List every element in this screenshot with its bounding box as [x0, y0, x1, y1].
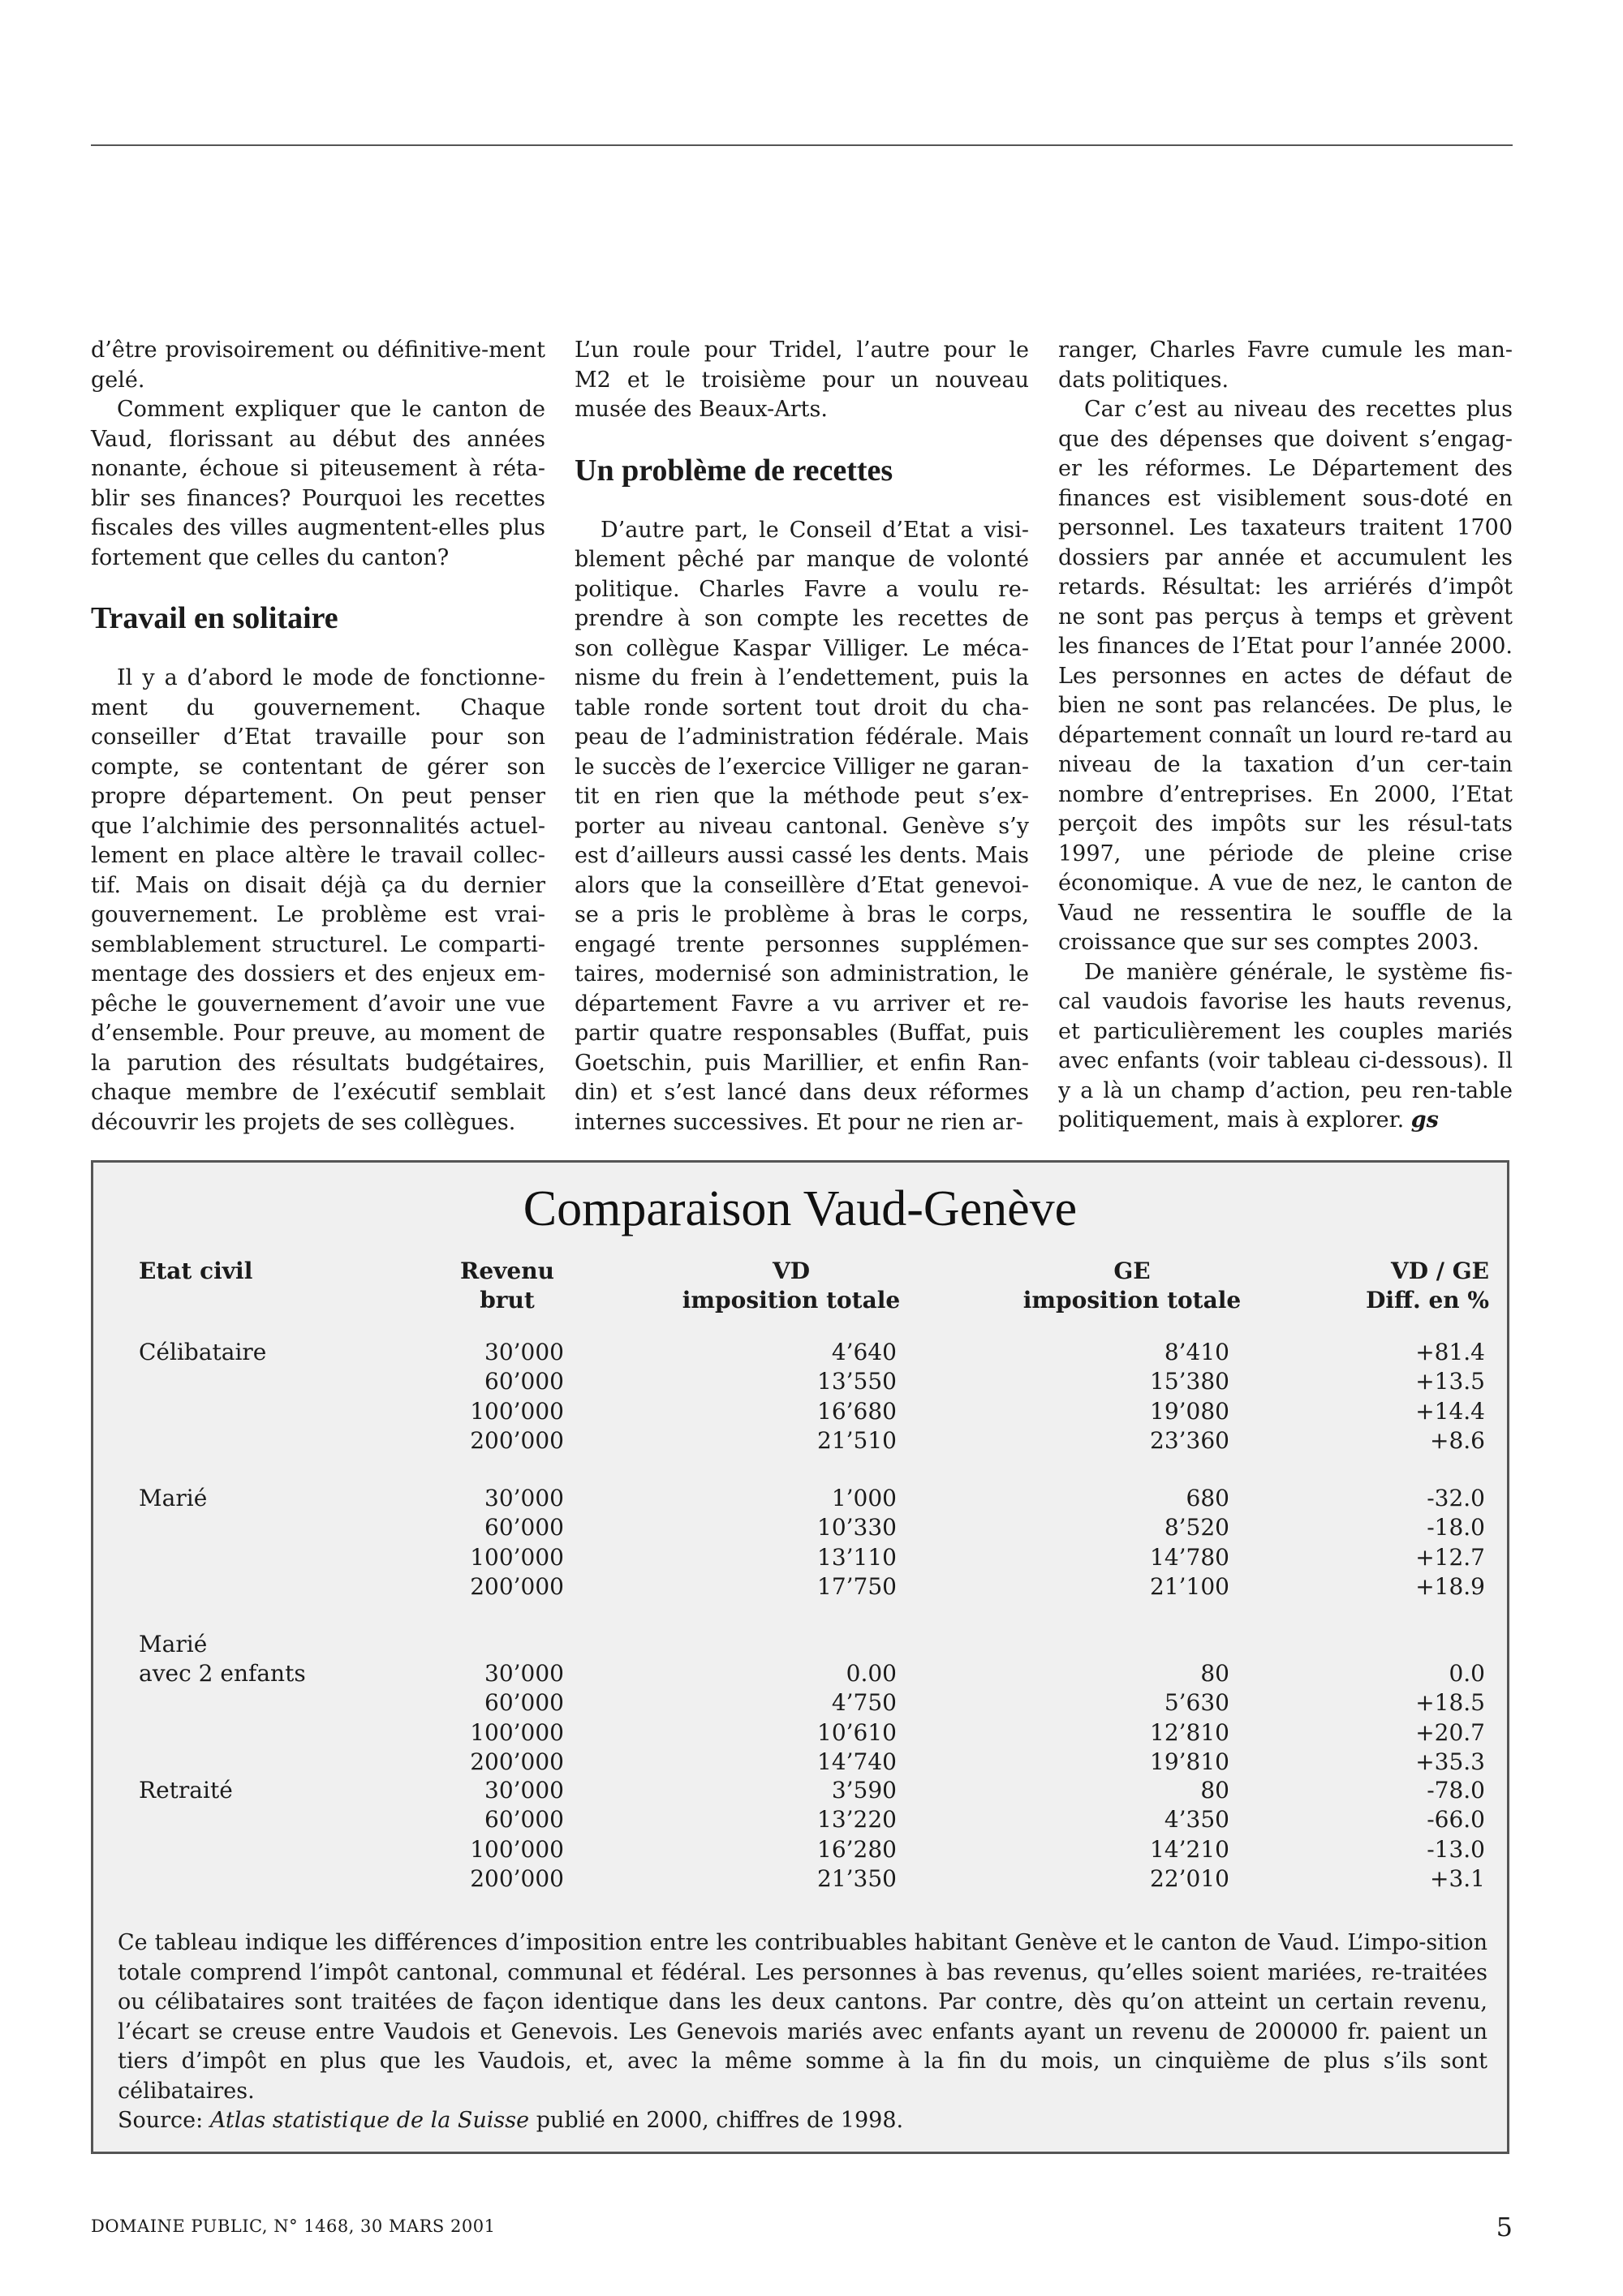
header-revenu [426, 1257, 588, 1315]
paragraph: ranger, Charles Favre cumule les man-dats politiques. [1058, 338, 1513, 393]
column-2 [575, 336, 1029, 1141]
cell-ge: 15’380 [1150, 1368, 1229, 1395]
paragraph: D’autre part, le Conseil d’Etat a visi-blement pêché par manque de volonté politique. Charles Favre a voulu re-prendre à son compte les recettes de son collègue Kaspar Villiger. Le méca-nisme du frein à l’endettement, puis la table ronde sortent tout droit du cha-peau de l’administration fédérale. Mais le succès de l’exercice Villiger ne garan-tit en rien que la méthode peut s’ex-porter au niveau cantonal. Genève s’y est d’ailleurs aussi cassé les dents. Mais alors que la conseillère d’Etat genevoi-se a pris le problème à bras le corps, engagé trente personnes supplémen-taires, modernisé son administration, le département Favre a vu arriver et re-partir quatre responsables (Buffat, puis Goetschin, puis Marillier, et enfin Ran-din) et s’est lancé dans deux réformes internes successives. Et pour ne rien ar- [575, 517, 1029, 1135]
cell-vd: 0.00 [846, 1660, 897, 1687]
paragraph-text: De manière générale, le système fis-cal vaudois favorise les hauts revenus, et particulièrement les couples mariés avec enfants (voir tableau ci-dessous). Il y a là un champ d’action, peu ren-table politiquement, mais à explorer. [1058, 959, 1513, 1133]
row-group-label: Marié [139, 1631, 208, 1658]
cell-vd: 13’220 [817, 1806, 897, 1834]
header-diff-line1: VD / GE [1391, 1258, 1489, 1284]
header-ge [978, 1257, 1286, 1315]
cell-vd: 21’350 [817, 1864, 897, 1892]
cell-revenu: 60’000 [484, 1806, 564, 1834]
cell-vd: 10’610 [817, 1718, 897, 1746]
cell-ge: 14’210 [1150, 1835, 1229, 1863]
cell-vd: 13’550 [817, 1368, 897, 1395]
cell-diff: +8.6 [1430, 1426, 1485, 1454]
cell-diff: +12.7 [1415, 1543, 1485, 1571]
cell-diff: +18.9 [1415, 1572, 1485, 1600]
cell-vd: 4’750 [831, 1689, 897, 1717]
cell-ge: 22’010 [1150, 1864, 1229, 1892]
cell-vd: 1’000 [831, 1485, 897, 1511]
row-group-label: Marié [139, 1485, 208, 1511]
cell-diff: -32.0 [1427, 1485, 1485, 1511]
cell-diff: -13.0 [1427, 1835, 1485, 1863]
cell-ge: 12’810 [1150, 1718, 1229, 1746]
cell-vd: 4’640 [831, 1339, 897, 1365]
cell-diff: +81.4 [1415, 1339, 1485, 1365]
cell-vd: 16’680 [817, 1397, 897, 1425]
cell-ge: 19’080 [1150, 1397, 1229, 1425]
cell-revenu: 100’000 [470, 1543, 564, 1571]
cell-ge: 80 [1200, 1777, 1229, 1804]
cell-vd: 13’110 [817, 1543, 897, 1571]
header-ge-line2: imposition totale [1022, 1287, 1242, 1314]
row-group-label-line2: avec 2 enfants [139, 1660, 306, 1687]
cell-vd: 21’510 [817, 1426, 897, 1454]
column-1 [91, 336, 545, 1141]
cell-diff: +35.3 [1415, 1748, 1485, 1775]
cell-ge: 80 [1200, 1660, 1229, 1687]
cell-revenu: 30’000 [484, 1777, 564, 1804]
source-prefix: Source: [118, 2108, 210, 2133]
cell-diff: +20.7 [1415, 1718, 1485, 1746]
source-suffix: publié en 2000, chiffres de 1998. [529, 2108, 904, 2133]
header-revenu-line2: brut [480, 1287, 535, 1314]
paragraph: Il y a d’abord le mode de fonctionne-ment du gouvernement. Chaque conseiller d’Etat travaille pour son compte, se contentant de gérer son propre département. On peut penser que l’alchimie des personnalités actuel-lement en place altère le travail collec-tif. Mais on disait déjà ça du dernier gouvernement. Le problème est vrai-semblablement structurel. Le comparti-mentage des dossiers et des enjeux em-pêche le gouvernement d’avoir une vue d’ensemble. Pour preuve, au moment de la parution des résultats budgétaires, chaque membre de l’exécutif semblait découvrir les projets de ses collègues. [91, 665, 545, 1135]
cell-diff: +3.1 [1430, 1864, 1485, 1892]
paragraph [1058, 958, 1513, 1136]
section-heading: Un problème de recettes [575, 453, 893, 488]
cell-diff: +13.5 [1415, 1368, 1485, 1395]
cell-vd: 17’750 [817, 1572, 897, 1600]
paragraph: Comment expliquer que le canton de Vaud, florissant au début des années nonante, échoue si piteusement à réta-blir ses finances? Pourquoi les recettes fiscales des villes augmentent-elles plus fortement que celles du canton? [91, 397, 545, 570]
header-vd [637, 1257, 945, 1315]
caption-source [118, 2106, 1487, 2136]
cell-diff: +18.5 [1415, 1689, 1485, 1717]
cell-ge: 4’350 [1164, 1806, 1229, 1834]
cell-diff: -18.0 [1427, 1514, 1485, 1541]
column-3 [1058, 336, 1513, 1141]
cell-vd: 16’280 [817, 1835, 897, 1863]
header-diff-line2: Diff. en % [1366, 1287, 1489, 1314]
cell-revenu: 200’000 [470, 1572, 564, 1600]
cell-revenu: 60’000 [484, 1514, 564, 1541]
cell-vd: 10’330 [817, 1514, 897, 1541]
cell-ge: 21’100 [1150, 1572, 1229, 1600]
cell-vd: 3’590 [831, 1777, 897, 1804]
cell-revenu: 30’000 [484, 1660, 564, 1687]
cell-ge: 14’780 [1150, 1543, 1229, 1571]
header-etat-civil: Etat civil [139, 1258, 253, 1284]
cell-ge: 19’810 [1150, 1748, 1229, 1775]
header-revenu-line1: Revenu [460, 1258, 554, 1284]
caption-text: Ce tableau indique les différences d’imposition entre les contribuables habitant Genève et le canton de Vaud. L’impo-sition totale comprend l’impôt cantonal, communal et fédéral. Les personnes à bas revenus, qu’elles soient mariées, re-traitées ou célibataires sont traitées de façon identique dans les deux cantons. Par contre, dès qu’on atteint un certain revenu, l’écart se creuse entre Vaudois et Genevois. Les Genevois mariés avec enfants ayant un revenu de 200000 fr. paient un tiers d’impôt en plus que les Vaudois, et, avec la même somme à la fin du mois, un cinquième de plus s’ils sont célibataires. [118, 1930, 1487, 2104]
cell-ge: 5’630 [1164, 1689, 1229, 1717]
cell-diff: -78.0 [1427, 1777, 1485, 1804]
cell-ge: 23’360 [1150, 1426, 1229, 1454]
paragraph: Car c’est au niveau des recettes plus que des dépenses que doivent s’engag-er les réformes. Le Département des finances est visiblement sous-doté en personnel. Les taxateurs traitent 1700 dossiers par année et accumulent les retards. Résultat: les arriérés d’impôt ne sont pas perçus à temps et grèvent les finances de l’Etat pour l’année 2000. Les personnes en actes de défaut de bien ne sont pas relancées. De plus, le département connaît un lourd re-tard au niveau de la taxation d’un cer-tain nombre d’entreprises. En 2000, l’Etat perçoit des impôts sur les résul-tats 1997, une période de pleine crise économique. A vue de nez, le canton de Vaud ne ressentira le souffle de la croissance que sur ses comptes 2003. [1058, 397, 1513, 955]
cell-revenu: 100’000 [470, 1397, 564, 1425]
source-title: Atlas statistique de la Suisse [209, 2108, 530, 2133]
paragraph: d’être provisoirement ou définitive-ment gelé. [91, 338, 545, 393]
header-vd-line2: imposition totale [682, 1287, 901, 1314]
cell-revenu: 200’000 [470, 1748, 564, 1775]
table-caption [118, 1928, 1487, 2136]
cell-vd: 14’740 [817, 1748, 897, 1775]
cell-diff: +14.4 [1415, 1397, 1485, 1425]
table-title: Comparaison Vaud-Genève [523, 1181, 1078, 1236]
footer-publication: DOMAINE PUBLIC, N° 1468, 30 MARS 2001 [91, 2216, 496, 2236]
cell-ge: 8’410 [1164, 1339, 1229, 1365]
cell-revenu: 100’000 [470, 1835, 564, 1863]
cell-revenu: 30’000 [484, 1485, 564, 1511]
author-signature: gs [1410, 1107, 1439, 1133]
page-number: 5 [1496, 2212, 1513, 2242]
header-diff [1335, 1257, 1489, 1315]
comparison-table-box [91, 1160, 1509, 2154]
header-vd-line1: VD [772, 1258, 810, 1284]
header-ge-line1: GE [1113, 1258, 1151, 1284]
cell-diff: -66.0 [1427, 1806, 1485, 1834]
cell-revenu: 60’000 [484, 1368, 564, 1395]
cell-revenu: 60’000 [484, 1689, 564, 1717]
article-columns [91, 336, 1513, 1141]
cell-ge: 8’520 [1164, 1514, 1229, 1541]
paragraph: L’un roule pour Tridel, l’autre pour le M2 et le troisième pour un nouveau musée des Beaux-Arts. [575, 338, 1029, 422]
cell-ge: 680 [1186, 1485, 1229, 1511]
section-heading: Travail en solitaire [91, 601, 338, 635]
row-group-label: Célibataire [139, 1339, 267, 1365]
cell-revenu: 100’000 [470, 1718, 564, 1746]
cell-revenu: 30’000 [484, 1339, 564, 1365]
row-group-label: Retraité [139, 1777, 233, 1804]
cell-revenu: 200’000 [470, 1864, 564, 1892]
top-rule [91, 144, 1513, 146]
cell-revenu: 200’000 [470, 1426, 564, 1454]
cell-diff: 0.0 [1449, 1660, 1485, 1687]
